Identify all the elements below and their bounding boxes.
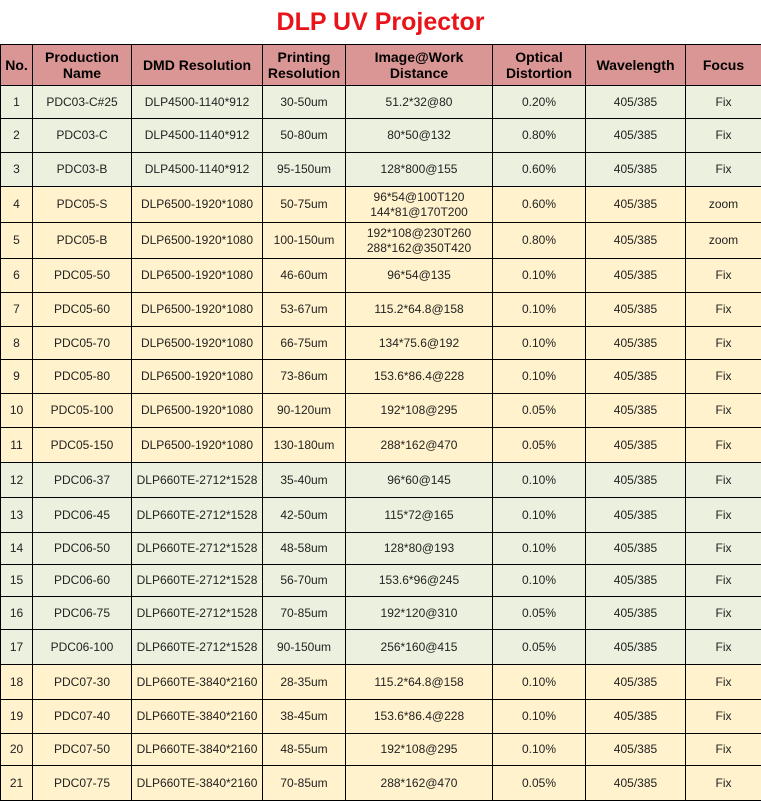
image-distance-line: 115.2*64.8@158 bbox=[346, 302, 492, 317]
table-row bbox=[1, 597, 761, 630]
cell-printing-resolution: 50-80um bbox=[263, 119, 346, 153]
cell-wavelength: 405/385 bbox=[586, 766, 686, 801]
header-image-work-distance bbox=[346, 45, 493, 86]
cell-wavelength: 405/385 bbox=[586, 119, 686, 153]
cell-no: 9 bbox=[1, 360, 33, 394]
cell-no: 3 bbox=[1, 153, 33, 187]
image-distance-line: 288*162@470 bbox=[346, 776, 492, 791]
cell-wavelength: 405/385 bbox=[586, 630, 686, 665]
cell-no: 12 bbox=[1, 463, 33, 498]
cell-dmd-resolution: DLP660TE-3840*2160 bbox=[132, 665, 263, 700]
cell-optical-distortion: 0.10% bbox=[493, 533, 586, 565]
cell-wavelength: 405/385 bbox=[586, 360, 686, 394]
cell-production-name: PDC06-75 bbox=[33, 597, 132, 630]
projector-spec-table bbox=[0, 44, 761, 801]
cell-optical-distortion: 0.10% bbox=[493, 259, 586, 293]
cell-production-name: PDC03-C#25 bbox=[33, 86, 132, 119]
cell-optical-distortion: 0.05% bbox=[493, 630, 586, 665]
cell-production-name: PDC06-50 bbox=[33, 533, 132, 565]
header-focus: Focus bbox=[686, 45, 761, 86]
cell-printing-resolution: 48-58um bbox=[263, 533, 346, 565]
cell-optical-distortion: 0.10% bbox=[493, 565, 586, 597]
image-distance-line: 80*50@132 bbox=[346, 128, 492, 143]
cell-production-name: PDC03-B bbox=[33, 153, 132, 187]
cell-dmd-resolution: DLP6500-1920*1080 bbox=[132, 293, 263, 327]
cell-printing-resolution: 73-86um bbox=[263, 360, 346, 394]
cell-focus: Fix bbox=[686, 327, 761, 360]
image-distance-line: 144*81@170T200 bbox=[346, 205, 492, 220]
cell-focus: Fix bbox=[686, 665, 761, 700]
header-printing-resolution bbox=[263, 45, 346, 86]
cell-image-work-distance bbox=[346, 119, 493, 153]
cell-production-name: PDC06-100 bbox=[33, 630, 132, 665]
table-row bbox=[1, 700, 761, 734]
cell-printing-resolution: 30-50um bbox=[263, 86, 346, 119]
cell-image-work-distance bbox=[346, 293, 493, 327]
cell-image-work-distance bbox=[346, 428, 493, 463]
cell-production-name: PDC05-70 bbox=[33, 327, 132, 360]
cell-focus: Fix bbox=[686, 428, 761, 463]
cell-optical-distortion: 0.10% bbox=[493, 327, 586, 360]
cell-image-work-distance bbox=[346, 597, 493, 630]
cell-wavelength: 405/385 bbox=[586, 259, 686, 293]
cell-optical-distortion: 0.10% bbox=[493, 463, 586, 498]
image-distance-line: 51.2*32@80 bbox=[346, 95, 492, 110]
cell-no: 8 bbox=[1, 327, 33, 360]
cell-wavelength: 405/385 bbox=[586, 394, 686, 428]
cell-wavelength: 405/385 bbox=[586, 327, 686, 360]
cell-optical-distortion: 0.80% bbox=[493, 223, 586, 259]
cell-production-name: PDC06-60 bbox=[33, 565, 132, 597]
cell-wavelength: 405/385 bbox=[586, 565, 686, 597]
cell-image-work-distance bbox=[346, 86, 493, 119]
header-optical-distortion bbox=[493, 45, 586, 86]
table-row bbox=[1, 360, 761, 394]
cell-production-name: PDC07-40 bbox=[33, 700, 132, 734]
header-printing-resolution-line: Printing bbox=[263, 49, 345, 65]
cell-printing-resolution: 50-75um bbox=[263, 187, 346, 223]
table-body bbox=[1, 86, 761, 801]
cell-image-work-distance bbox=[346, 665, 493, 700]
page-title: DLP UV Projector bbox=[0, 0, 761, 44]
cell-optical-distortion: 0.05% bbox=[493, 394, 586, 428]
cell-optical-distortion: 0.05% bbox=[493, 597, 586, 630]
cell-image-work-distance bbox=[346, 360, 493, 394]
cell-wavelength: 405/385 bbox=[586, 665, 686, 700]
image-distance-line: 256*160@415 bbox=[346, 640, 492, 655]
cell-no: 16 bbox=[1, 597, 33, 630]
cell-no: 2 bbox=[1, 119, 33, 153]
image-distance-line: 128*80@193 bbox=[346, 541, 492, 556]
cell-dmd-resolution: DLP660TE-3840*2160 bbox=[132, 700, 263, 734]
cell-production-name: PDC05-100 bbox=[33, 394, 132, 428]
image-distance-line: 115.2*64.8@158 bbox=[346, 675, 492, 690]
cell-dmd-resolution: DLP6500-1920*1080 bbox=[132, 428, 263, 463]
image-distance-line: 96*54@135 bbox=[346, 268, 492, 283]
cell-dmd-resolution: DLP6500-1920*1080 bbox=[132, 187, 263, 223]
cell-optical-distortion: 0.10% bbox=[493, 734, 586, 766]
cell-image-work-distance bbox=[346, 259, 493, 293]
table-row bbox=[1, 394, 761, 428]
header-wavelength: Wavelength bbox=[586, 45, 686, 86]
image-distance-line: 192*108@230T260 bbox=[346, 226, 492, 241]
cell-image-work-distance bbox=[346, 463, 493, 498]
header-production-name-line: Name bbox=[33, 65, 131, 81]
image-distance-line: 115*72@165 bbox=[346, 508, 492, 523]
table-row bbox=[1, 327, 761, 360]
cell-production-name: PDC05-S bbox=[33, 187, 132, 223]
cell-printing-resolution: 95-150um bbox=[263, 153, 346, 187]
header-production-name-line: Production bbox=[33, 49, 131, 65]
cell-dmd-resolution: DLP660TE-3840*2160 bbox=[132, 734, 263, 766]
cell-wavelength: 405/385 bbox=[586, 734, 686, 766]
table-row bbox=[1, 565, 761, 597]
cell-printing-resolution: 90-120um bbox=[263, 394, 346, 428]
cell-production-name: PDC05-80 bbox=[33, 360, 132, 394]
cell-no: 7 bbox=[1, 293, 33, 327]
cell-printing-resolution: 56-70um bbox=[263, 565, 346, 597]
cell-focus: Fix bbox=[686, 533, 761, 565]
cell-no: 13 bbox=[1, 498, 33, 533]
cell-image-work-distance bbox=[346, 498, 493, 533]
cell-dmd-resolution: DLP4500-1140*912 bbox=[132, 86, 263, 119]
cell-optical-distortion: 0.10% bbox=[493, 360, 586, 394]
cell-optical-distortion: 0.60% bbox=[493, 187, 586, 223]
header-image-work-distance-line: Distance bbox=[346, 65, 492, 81]
cell-wavelength: 405/385 bbox=[586, 86, 686, 119]
header-dmd-resolution: DMD Resolution bbox=[132, 45, 263, 86]
cell-image-work-distance bbox=[346, 565, 493, 597]
cell-printing-resolution: 90-150um bbox=[263, 630, 346, 665]
cell-production-name: PDC07-30 bbox=[33, 665, 132, 700]
header-production-name bbox=[33, 45, 132, 86]
table-row bbox=[1, 533, 761, 565]
table-row bbox=[1, 766, 761, 801]
cell-dmd-resolution: DLP6500-1920*1080 bbox=[132, 327, 263, 360]
cell-printing-resolution: 35-40um bbox=[263, 463, 346, 498]
cell-optical-distortion: 0.10% bbox=[493, 293, 586, 327]
cell-production-name: PDC06-37 bbox=[33, 463, 132, 498]
header-optical-distortion-line: Optical bbox=[493, 49, 585, 65]
header-printing-resolution-line: Resolution bbox=[263, 65, 345, 81]
image-distance-line: 128*800@155 bbox=[346, 162, 492, 177]
cell-focus: Fix bbox=[686, 360, 761, 394]
header-row bbox=[1, 45, 761, 86]
cell-printing-resolution: 130-180um bbox=[263, 428, 346, 463]
cell-production-name: PDC06-45 bbox=[33, 498, 132, 533]
cell-production-name: PDC05-150 bbox=[33, 428, 132, 463]
image-distance-line: 288*162@350T420 bbox=[346, 241, 492, 256]
cell-focus: zoom bbox=[686, 223, 761, 259]
cell-image-work-distance bbox=[346, 734, 493, 766]
cell-image-work-distance bbox=[346, 533, 493, 565]
cell-wavelength: 405/385 bbox=[586, 187, 686, 223]
cell-focus: Fix bbox=[686, 597, 761, 630]
cell-production-name: PDC05-60 bbox=[33, 293, 132, 327]
cell-image-work-distance bbox=[346, 153, 493, 187]
cell-dmd-resolution: DLP660TE-2712*1528 bbox=[132, 597, 263, 630]
cell-dmd-resolution: DLP660TE-2712*1528 bbox=[132, 463, 263, 498]
header-optical-distortion-line: Distortion bbox=[493, 65, 585, 81]
cell-printing-resolution: 70-85um bbox=[263, 597, 346, 630]
table-row bbox=[1, 223, 761, 259]
cell-dmd-resolution: DLP6500-1920*1080 bbox=[132, 223, 263, 259]
cell-wavelength: 405/385 bbox=[586, 463, 686, 498]
cell-no: 6 bbox=[1, 259, 33, 293]
cell-wavelength: 405/385 bbox=[586, 428, 686, 463]
table-row bbox=[1, 734, 761, 766]
table-row bbox=[1, 259, 761, 293]
cell-optical-distortion: 0.10% bbox=[493, 665, 586, 700]
cell-wavelength: 405/385 bbox=[586, 700, 686, 734]
header-no: No. bbox=[1, 45, 33, 86]
cell-focus: Fix bbox=[686, 394, 761, 428]
cell-wavelength: 405/385 bbox=[586, 597, 686, 630]
image-distance-line: 192*108@295 bbox=[346, 742, 492, 757]
cell-image-work-distance bbox=[346, 223, 493, 259]
cell-focus: Fix bbox=[686, 153, 761, 187]
cell-wavelength: 405/385 bbox=[586, 533, 686, 565]
cell-printing-resolution: 28-35um bbox=[263, 665, 346, 700]
cell-no: 18 bbox=[1, 665, 33, 700]
cell-dmd-resolution: DLP4500-1140*912 bbox=[132, 119, 263, 153]
cell-no: 17 bbox=[1, 630, 33, 665]
cell-focus: Fix bbox=[686, 565, 761, 597]
cell-wavelength: 405/385 bbox=[586, 498, 686, 533]
cell-production-name: PDC05-50 bbox=[33, 259, 132, 293]
cell-no: 19 bbox=[1, 700, 33, 734]
cell-wavelength: 405/385 bbox=[586, 293, 686, 327]
table-row bbox=[1, 293, 761, 327]
cell-optical-distortion: 0.80% bbox=[493, 119, 586, 153]
cell-production-name: PDC03-C bbox=[33, 119, 132, 153]
cell-no: 10 bbox=[1, 394, 33, 428]
cell-dmd-resolution: DLP6500-1920*1080 bbox=[132, 360, 263, 394]
cell-printing-resolution: 100-150um bbox=[263, 223, 346, 259]
table-row bbox=[1, 498, 761, 533]
cell-optical-distortion: 0.05% bbox=[493, 766, 586, 801]
cell-focus: Fix bbox=[686, 293, 761, 327]
cell-production-name: PDC07-50 bbox=[33, 734, 132, 766]
cell-optical-distortion: 0.60% bbox=[493, 153, 586, 187]
cell-optical-distortion: 0.10% bbox=[493, 700, 586, 734]
table-row bbox=[1, 463, 761, 498]
cell-optical-distortion: 0.05% bbox=[493, 428, 586, 463]
cell-wavelength: 405/385 bbox=[586, 153, 686, 187]
cell-printing-resolution: 66-75um bbox=[263, 327, 346, 360]
cell-image-work-distance bbox=[346, 394, 493, 428]
cell-focus: Fix bbox=[686, 766, 761, 801]
cell-focus: Fix bbox=[686, 259, 761, 293]
cell-printing-resolution: 46-60um bbox=[263, 259, 346, 293]
image-distance-line: 134*75.6@192 bbox=[346, 336, 492, 351]
image-distance-line: 192*120@310 bbox=[346, 606, 492, 621]
cell-focus: zoom bbox=[686, 187, 761, 223]
table-row bbox=[1, 428, 761, 463]
cell-no: 15 bbox=[1, 565, 33, 597]
image-distance-line: 153.6*86.4@228 bbox=[346, 709, 492, 724]
cell-printing-resolution: 48-55um bbox=[263, 734, 346, 766]
table-row bbox=[1, 119, 761, 153]
cell-production-name: PDC05-B bbox=[33, 223, 132, 259]
cell-dmd-resolution: DLP6500-1920*1080 bbox=[132, 394, 263, 428]
cell-dmd-resolution: DLP660TE-2712*1528 bbox=[132, 630, 263, 665]
cell-wavelength: 405/385 bbox=[586, 223, 686, 259]
cell-no: 11 bbox=[1, 428, 33, 463]
cell-dmd-resolution: DLP660TE-2712*1528 bbox=[132, 565, 263, 597]
cell-dmd-resolution: DLP6500-1920*1080 bbox=[132, 259, 263, 293]
cell-image-work-distance bbox=[346, 700, 493, 734]
table-row bbox=[1, 86, 761, 119]
cell-no: 20 bbox=[1, 734, 33, 766]
cell-printing-resolution: 38-45um bbox=[263, 700, 346, 734]
image-distance-line: 96*60@145 bbox=[346, 473, 492, 488]
image-distance-line: 153.6*86.4@228 bbox=[346, 369, 492, 384]
header-image-work-distance-line: Image@Work bbox=[346, 49, 492, 65]
table-row bbox=[1, 153, 761, 187]
table-row bbox=[1, 665, 761, 700]
cell-image-work-distance bbox=[346, 327, 493, 360]
cell-dmd-resolution: DLP4500-1140*912 bbox=[132, 153, 263, 187]
cell-focus: Fix bbox=[686, 119, 761, 153]
cell-no: 21 bbox=[1, 766, 33, 801]
cell-no: 1 bbox=[1, 86, 33, 119]
cell-focus: Fix bbox=[686, 86, 761, 119]
cell-no: 14 bbox=[1, 533, 33, 565]
cell-focus: Fix bbox=[686, 463, 761, 498]
cell-focus: Fix bbox=[686, 700, 761, 734]
cell-production-name: PDC07-75 bbox=[33, 766, 132, 801]
image-distance-line: 96*54@100T120 bbox=[346, 190, 492, 205]
image-distance-line: 153.6*96@245 bbox=[346, 573, 492, 588]
cell-image-work-distance bbox=[346, 630, 493, 665]
cell-focus: Fix bbox=[686, 498, 761, 533]
cell-no: 4 bbox=[1, 187, 33, 223]
cell-image-work-distance bbox=[346, 766, 493, 801]
cell-no: 5 bbox=[1, 223, 33, 259]
table-row bbox=[1, 630, 761, 665]
cell-printing-resolution: 42-50um bbox=[263, 498, 346, 533]
image-distance-line: 192*108@295 bbox=[346, 403, 492, 418]
cell-printing-resolution: 70-85um bbox=[263, 766, 346, 801]
cell-printing-resolution: 53-67um bbox=[263, 293, 346, 327]
cell-dmd-resolution: DLP660TE-2712*1528 bbox=[132, 498, 263, 533]
cell-optical-distortion: 0.20% bbox=[493, 86, 586, 119]
cell-focus: Fix bbox=[686, 734, 761, 766]
cell-image-work-distance bbox=[346, 187, 493, 223]
image-distance-line: 288*162@470 bbox=[346, 438, 492, 453]
cell-optical-distortion: 0.10% bbox=[493, 498, 586, 533]
table-row bbox=[1, 187, 761, 223]
cell-dmd-resolution: DLP660TE-2712*1528 bbox=[132, 533, 263, 565]
cell-dmd-resolution: DLP660TE-3840*2160 bbox=[132, 766, 263, 801]
cell-focus: Fix bbox=[686, 630, 761, 665]
